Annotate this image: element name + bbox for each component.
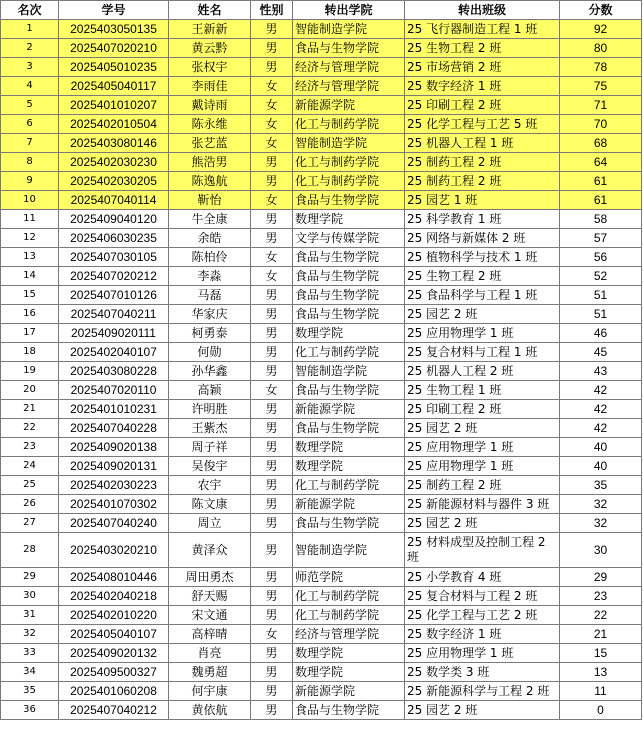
table-row (1, 96, 642, 115)
cell-class: 25 生物工程 2 班 (405, 39, 560, 58)
table-row (1, 457, 642, 476)
cell-name: 柯勇泰 (169, 324, 251, 343)
cell-name: 高梓晴 (169, 625, 251, 644)
cell-college: 经济与管理学院 (293, 625, 405, 644)
table-row (1, 58, 642, 77)
cell-rank: 5 (1, 96, 59, 115)
cell-student-id: 2025405010235 (59, 58, 169, 77)
cell-student-id: 2025406030235 (59, 229, 169, 248)
cell-name: 张权宇 (169, 58, 251, 77)
cell-class: 25 市场营销 2 班 (405, 58, 560, 77)
cell-college: 食品与生物学院 (293, 286, 405, 305)
cell-rank: 1 (1, 20, 59, 39)
cell-name: 陈逸航 (169, 172, 251, 191)
cell-score: 70 (560, 115, 642, 134)
table-row (1, 514, 642, 533)
cell-student-id: 2025407040211 (59, 305, 169, 324)
cell-gender: 男 (251, 495, 293, 514)
cell-rank: 26 (1, 495, 59, 514)
cell-rank: 33 (1, 644, 59, 663)
cell-gender: 男 (251, 438, 293, 457)
cell-college: 数理学院 (293, 663, 405, 682)
cell-student-id: 2025407040240 (59, 514, 169, 533)
table-row (1, 533, 642, 568)
cell-name: 许明胜 (169, 400, 251, 419)
cell-class: 25 园艺 2 班 (405, 514, 560, 533)
cell-score: 29 (560, 568, 642, 587)
cell-score: 45 (560, 343, 642, 362)
cell-college: 数理学院 (293, 644, 405, 663)
cell-name: 肖亮 (169, 644, 251, 663)
cell-score: 42 (560, 381, 642, 400)
cell-score: 57 (560, 229, 642, 248)
cell-rank: 12 (1, 229, 59, 248)
cell-name: 高颖 (169, 381, 251, 400)
cell-college: 化工与制药学院 (293, 172, 405, 191)
cell-college: 化工与制药学院 (293, 587, 405, 606)
cell-college: 食品与生物学院 (293, 305, 405, 324)
cell-class: 25 园艺 2 班 (405, 419, 560, 438)
cell-rank: 32 (1, 625, 59, 644)
cell-gender: 女 (251, 191, 293, 210)
table-row (1, 419, 642, 438)
cell-gender: 男 (251, 419, 293, 438)
cell-college: 智能制造学院 (293, 533, 405, 568)
cell-score: 42 (560, 419, 642, 438)
cell-class: 25 应用物理学 1 班 (405, 457, 560, 476)
cell-class: 25 制药工程 2 班 (405, 153, 560, 172)
cell-gender: 男 (251, 568, 293, 587)
cell-college: 师范学院 (293, 568, 405, 587)
cell-college: 化工与制药学院 (293, 115, 405, 134)
table-row (1, 286, 642, 305)
cell-score: 71 (560, 96, 642, 115)
cell-rank: 28 (1, 533, 59, 568)
cell-class: 25 复合材料与工程 2 班 (405, 587, 560, 606)
cell-gender: 男 (251, 343, 293, 362)
cell-gender: 女 (251, 134, 293, 153)
cell-student-id: 2025401060208 (59, 682, 169, 701)
cell-student-id: 2025408010446 (59, 568, 169, 587)
cell-name: 牛全康 (169, 210, 251, 229)
cell-student-id: 2025409020131 (59, 457, 169, 476)
cell-score: 78 (560, 58, 642, 77)
cell-class: 25 新能源科学与工程 2 班 (405, 682, 560, 701)
cell-name: 黄依航 (169, 701, 251, 720)
cell-rank: 35 (1, 682, 59, 701)
table-row (1, 153, 642, 172)
cell-score: 13 (560, 663, 642, 682)
cell-student-id: 2025402010220 (59, 606, 169, 625)
cell-college: 食品与生物学院 (293, 39, 405, 58)
table-row (1, 568, 642, 587)
header-student-id: 学号 (59, 1, 169, 20)
cell-name: 周立 (169, 514, 251, 533)
header-college: 转出学院 (293, 1, 405, 20)
cell-class: 25 印刷工程 2 班 (405, 400, 560, 419)
cell-gender: 男 (251, 172, 293, 191)
cell-college: 化工与制药学院 (293, 153, 405, 172)
cell-college: 食品与生物学院 (293, 248, 405, 267)
cell-name: 李雨佳 (169, 77, 251, 96)
cell-rank: 7 (1, 134, 59, 153)
cell-rank: 11 (1, 210, 59, 229)
cell-name: 余皓 (169, 229, 251, 248)
cell-rank: 30 (1, 587, 59, 606)
cell-score: 42 (560, 400, 642, 419)
cell-gender: 男 (251, 58, 293, 77)
cell-score: 32 (560, 514, 642, 533)
cell-student-id: 2025405040117 (59, 77, 169, 96)
cell-rank: 15 (1, 286, 59, 305)
cell-rank: 2 (1, 39, 59, 58)
cell-gender: 男 (251, 514, 293, 533)
cell-score: 64 (560, 153, 642, 172)
cell-rank: 17 (1, 324, 59, 343)
cell-college: 数理学院 (293, 210, 405, 229)
cell-name: 周田勇杰 (169, 568, 251, 587)
table-row (1, 267, 642, 286)
cell-gender: 男 (251, 324, 293, 343)
cell-score: 32 (560, 495, 642, 514)
cell-student-id: 2025409020132 (59, 644, 169, 663)
cell-name: 舒天赐 (169, 587, 251, 606)
cell-class: 25 应用物理学 1 班 (405, 324, 560, 343)
cell-college: 化工与制药学院 (293, 343, 405, 362)
cell-score: 0 (560, 701, 642, 720)
table-row (1, 438, 642, 457)
cell-college: 新能源学院 (293, 96, 405, 115)
cell-student-id: 2025407020210 (59, 39, 169, 58)
cell-score: 40 (560, 457, 642, 476)
cell-gender: 女 (251, 267, 293, 286)
cell-name: 农宇 (169, 476, 251, 495)
cell-name: 马磊 (169, 286, 251, 305)
cell-name: 王新新 (169, 20, 251, 39)
cell-college: 文学与传媒学院 (293, 229, 405, 248)
cell-student-id: 2025401010231 (59, 400, 169, 419)
header-rank: 名次 (1, 1, 59, 20)
cell-student-id: 2025401070302 (59, 495, 169, 514)
cell-student-id: 2025407040228 (59, 419, 169, 438)
cell-class: 25 生物工程 1 班 (405, 381, 560, 400)
cell-class: 25 小学教育 4 班 (405, 568, 560, 587)
cell-score: 43 (560, 362, 642, 381)
cell-score: 68 (560, 134, 642, 153)
cell-name: 戴诗雨 (169, 96, 251, 115)
cell-class: 25 印刷工程 2 班 (405, 96, 560, 115)
cell-score: 56 (560, 248, 642, 267)
header-row (1, 1, 642, 20)
cell-college: 食品与生物学院 (293, 419, 405, 438)
table-row (1, 20, 642, 39)
cell-student-id: 2025402040218 (59, 587, 169, 606)
cell-class: 25 机器人工程 1 班 (405, 134, 560, 153)
cell-gender: 男 (251, 682, 293, 701)
cell-class: 25 应用物理学 1 班 (405, 644, 560, 663)
cell-rank: 9 (1, 172, 59, 191)
table-body (1, 20, 642, 720)
cell-rank: 27 (1, 514, 59, 533)
cell-rank: 16 (1, 305, 59, 324)
cell-name: 黄云黔 (169, 39, 251, 58)
table-row (1, 172, 642, 191)
cell-college: 新能源学院 (293, 682, 405, 701)
table-row (1, 644, 642, 663)
cell-class: 25 复合材料与工程 1 班 (405, 343, 560, 362)
cell-college: 数理学院 (293, 324, 405, 343)
cell-name: 陈文康 (169, 495, 251, 514)
cell-gender: 男 (251, 476, 293, 495)
cell-gender: 男 (251, 587, 293, 606)
cell-student-id: 2025402030230 (59, 153, 169, 172)
cell-gender: 男 (251, 606, 293, 625)
cell-class: 25 园艺 2 班 (405, 305, 560, 324)
cell-college: 新能源学院 (293, 400, 405, 419)
cell-score: 30 (560, 533, 642, 568)
cell-gender: 女 (251, 115, 293, 134)
cell-class: 25 新能源材料与器件 3 班 (405, 495, 560, 514)
cell-gender: 男 (251, 362, 293, 381)
cell-class: 25 数学类 3 班 (405, 663, 560, 682)
cell-student-id: 2025403050135 (59, 20, 169, 39)
cell-student-id: 2025409040120 (59, 210, 169, 229)
cell-class: 25 应用物理学 1 班 (405, 438, 560, 457)
table-row (1, 343, 642, 362)
cell-score: 23 (560, 587, 642, 606)
cell-gender: 男 (251, 286, 293, 305)
cell-score: 46 (560, 324, 642, 343)
table-row (1, 134, 642, 153)
cell-student-id: 2025407020110 (59, 381, 169, 400)
cell-class: 25 制药工程 2 班 (405, 476, 560, 495)
cell-college: 食品与生物学院 (293, 381, 405, 400)
cell-student-id: 2025402030205 (59, 172, 169, 191)
cell-rank: 25 (1, 476, 59, 495)
cell-gender: 男 (251, 644, 293, 663)
cell-student-id: 2025407040114 (59, 191, 169, 210)
cell-student-id: 2025409020111 (59, 324, 169, 343)
cell-college: 食品与生物学院 (293, 701, 405, 720)
cell-student-id: 2025403080228 (59, 362, 169, 381)
cell-class: 25 数字经济 1 班 (405, 625, 560, 644)
cell-gender: 男 (251, 305, 293, 324)
table-row (1, 39, 642, 58)
cell-college: 经济与管理学院 (293, 58, 405, 77)
cell-gender: 男 (251, 533, 293, 568)
cell-college: 新能源学院 (293, 495, 405, 514)
cell-rank: 13 (1, 248, 59, 267)
cell-rank: 20 (1, 381, 59, 400)
cell-class: 25 园艺 2 班 (405, 701, 560, 720)
cell-college: 食品与生物学院 (293, 267, 405, 286)
cell-student-id: 2025403080146 (59, 134, 169, 153)
cell-score: 35 (560, 476, 642, 495)
cell-name: 宋文通 (169, 606, 251, 625)
cell-college: 数理学院 (293, 457, 405, 476)
cell-score: 51 (560, 286, 642, 305)
cell-rank: 19 (1, 362, 59, 381)
cell-score: 80 (560, 39, 642, 58)
table-row (1, 381, 642, 400)
cell-college: 食品与生物学院 (293, 514, 405, 533)
cell-gender: 男 (251, 701, 293, 720)
cell-name: 魏勇超 (169, 663, 251, 682)
cell-gender: 女 (251, 77, 293, 96)
cell-score: 58 (560, 210, 642, 229)
cell-score: 52 (560, 267, 642, 286)
cell-name: 靳怡 (169, 191, 251, 210)
cell-rank: 8 (1, 153, 59, 172)
cell-student-id: 2025407040212 (59, 701, 169, 720)
cell-gender: 女 (251, 381, 293, 400)
cell-gender: 男 (251, 457, 293, 476)
cell-name: 华家庆 (169, 305, 251, 324)
cell-score: 92 (560, 20, 642, 39)
cell-college: 化工与制药学院 (293, 606, 405, 625)
table-row (1, 587, 642, 606)
table-row (1, 77, 642, 96)
cell-college: 数理学院 (293, 438, 405, 457)
cell-student-id: 2025409500327 (59, 663, 169, 682)
header-class: 转出班级 (405, 1, 560, 20)
cell-college: 化工与制药学院 (293, 476, 405, 495)
cell-rank: 14 (1, 267, 59, 286)
cell-class: 25 园艺 1 班 (405, 191, 560, 210)
cell-name: 吴俊宇 (169, 457, 251, 476)
table-row (1, 305, 642, 324)
cell-gender: 女 (251, 248, 293, 267)
cell-student-id: 2025407010126 (59, 286, 169, 305)
cell-student-id: 2025407020212 (59, 267, 169, 286)
cell-class: 25 飞行器制造工程 1 班 (405, 20, 560, 39)
cell-gender: 男 (251, 20, 293, 39)
cell-score: 11 (560, 682, 642, 701)
cell-college: 智能制造学院 (293, 20, 405, 39)
cell-score: 51 (560, 305, 642, 324)
table-row (1, 682, 642, 701)
cell-gender: 男 (251, 39, 293, 58)
cell-college: 智能制造学院 (293, 134, 405, 153)
cell-college: 智能制造学院 (293, 362, 405, 381)
cell-score: 22 (560, 606, 642, 625)
table-row (1, 362, 642, 381)
cell-rank: 31 (1, 606, 59, 625)
table-row (1, 324, 642, 343)
cell-student-id: 2025402010504 (59, 115, 169, 134)
table-row (1, 115, 642, 134)
cell-name: 何宇康 (169, 682, 251, 701)
cell-student-id: 2025409020138 (59, 438, 169, 457)
cell-rank: 23 (1, 438, 59, 457)
cell-name: 熊浩男 (169, 153, 251, 172)
cell-gender: 男 (251, 400, 293, 419)
cell-class: 25 生物工程 2 班 (405, 267, 560, 286)
cell-gender: 男 (251, 210, 293, 229)
table-row (1, 663, 642, 682)
cell-class: 25 机器人工程 2 班 (405, 362, 560, 381)
cell-class: 25 科学教育 1 班 (405, 210, 560, 229)
cell-rank: 21 (1, 400, 59, 419)
cell-rank: 34 (1, 663, 59, 682)
cell-student-id: 2025402030223 (59, 476, 169, 495)
cell-gender: 男 (251, 153, 293, 172)
cell-name: 李淼 (169, 267, 251, 286)
cell-college: 食品与生物学院 (293, 191, 405, 210)
cell-student-id: 2025405040107 (59, 625, 169, 644)
cell-score: 40 (560, 438, 642, 457)
cell-rank: 24 (1, 457, 59, 476)
cell-rank: 36 (1, 701, 59, 720)
cell-class: 25 网络与新媒体 2 班 (405, 229, 560, 248)
cell-college: 经济与管理学院 (293, 77, 405, 96)
cell-class: 25 材料成型及控制工程 2 班 (405, 533, 560, 568)
cell-rank: 6 (1, 115, 59, 134)
table-row (1, 495, 642, 514)
cell-score: 61 (560, 172, 642, 191)
cell-name: 陈柏伶 (169, 248, 251, 267)
cell-rank: 18 (1, 343, 59, 362)
table-row (1, 625, 642, 644)
cell-score: 61 (560, 191, 642, 210)
cell-gender: 男 (251, 229, 293, 248)
table-row (1, 606, 642, 625)
cell-score: 15 (560, 644, 642, 663)
cell-student-id: 2025402040107 (59, 343, 169, 362)
table-row (1, 191, 642, 210)
cell-gender: 女 (251, 625, 293, 644)
cell-class: 25 化学工程与工艺 2 班 (405, 606, 560, 625)
table-row (1, 229, 642, 248)
cell-name: 黄泽众 (169, 533, 251, 568)
cell-student-id: 2025401010207 (59, 96, 169, 115)
header-score: 分数 (560, 1, 642, 20)
header-name: 姓名 (169, 1, 251, 20)
cell-gender: 女 (251, 96, 293, 115)
cell-name: 王紫杰 (169, 419, 251, 438)
cell-class: 25 制药工程 2 班 (405, 172, 560, 191)
table-row (1, 476, 642, 495)
cell-rank: 3 (1, 58, 59, 77)
cell-name: 何勋 (169, 343, 251, 362)
cell-rank: 29 (1, 568, 59, 587)
table-row (1, 400, 642, 419)
cell-rank: 22 (1, 419, 59, 438)
cell-class: 25 化学工程与工艺 5 班 (405, 115, 560, 134)
table-row (1, 210, 642, 229)
cell-student-id: 2025403020210 (59, 533, 169, 568)
cell-class: 25 食品科学与工程 1 班 (405, 286, 560, 305)
table-row (1, 701, 642, 720)
cell-class: 25 植物科学与技术 1 班 (405, 248, 560, 267)
cell-name: 孙华鑫 (169, 362, 251, 381)
cell-name: 周子祥 (169, 438, 251, 457)
table-row (1, 248, 642, 267)
cell-score: 21 (560, 625, 642, 644)
cell-gender: 男 (251, 663, 293, 682)
cell-name: 张艺蓝 (169, 134, 251, 153)
cell-name: 陈永维 (169, 115, 251, 134)
cell-score: 75 (560, 77, 642, 96)
cell-rank: 10 (1, 191, 59, 210)
header-gender: 性别 (251, 1, 293, 20)
cell-student-id: 2025407030105 (59, 248, 169, 267)
cell-rank: 4 (1, 77, 59, 96)
cell-class: 25 数字经济 1 班 (405, 77, 560, 96)
